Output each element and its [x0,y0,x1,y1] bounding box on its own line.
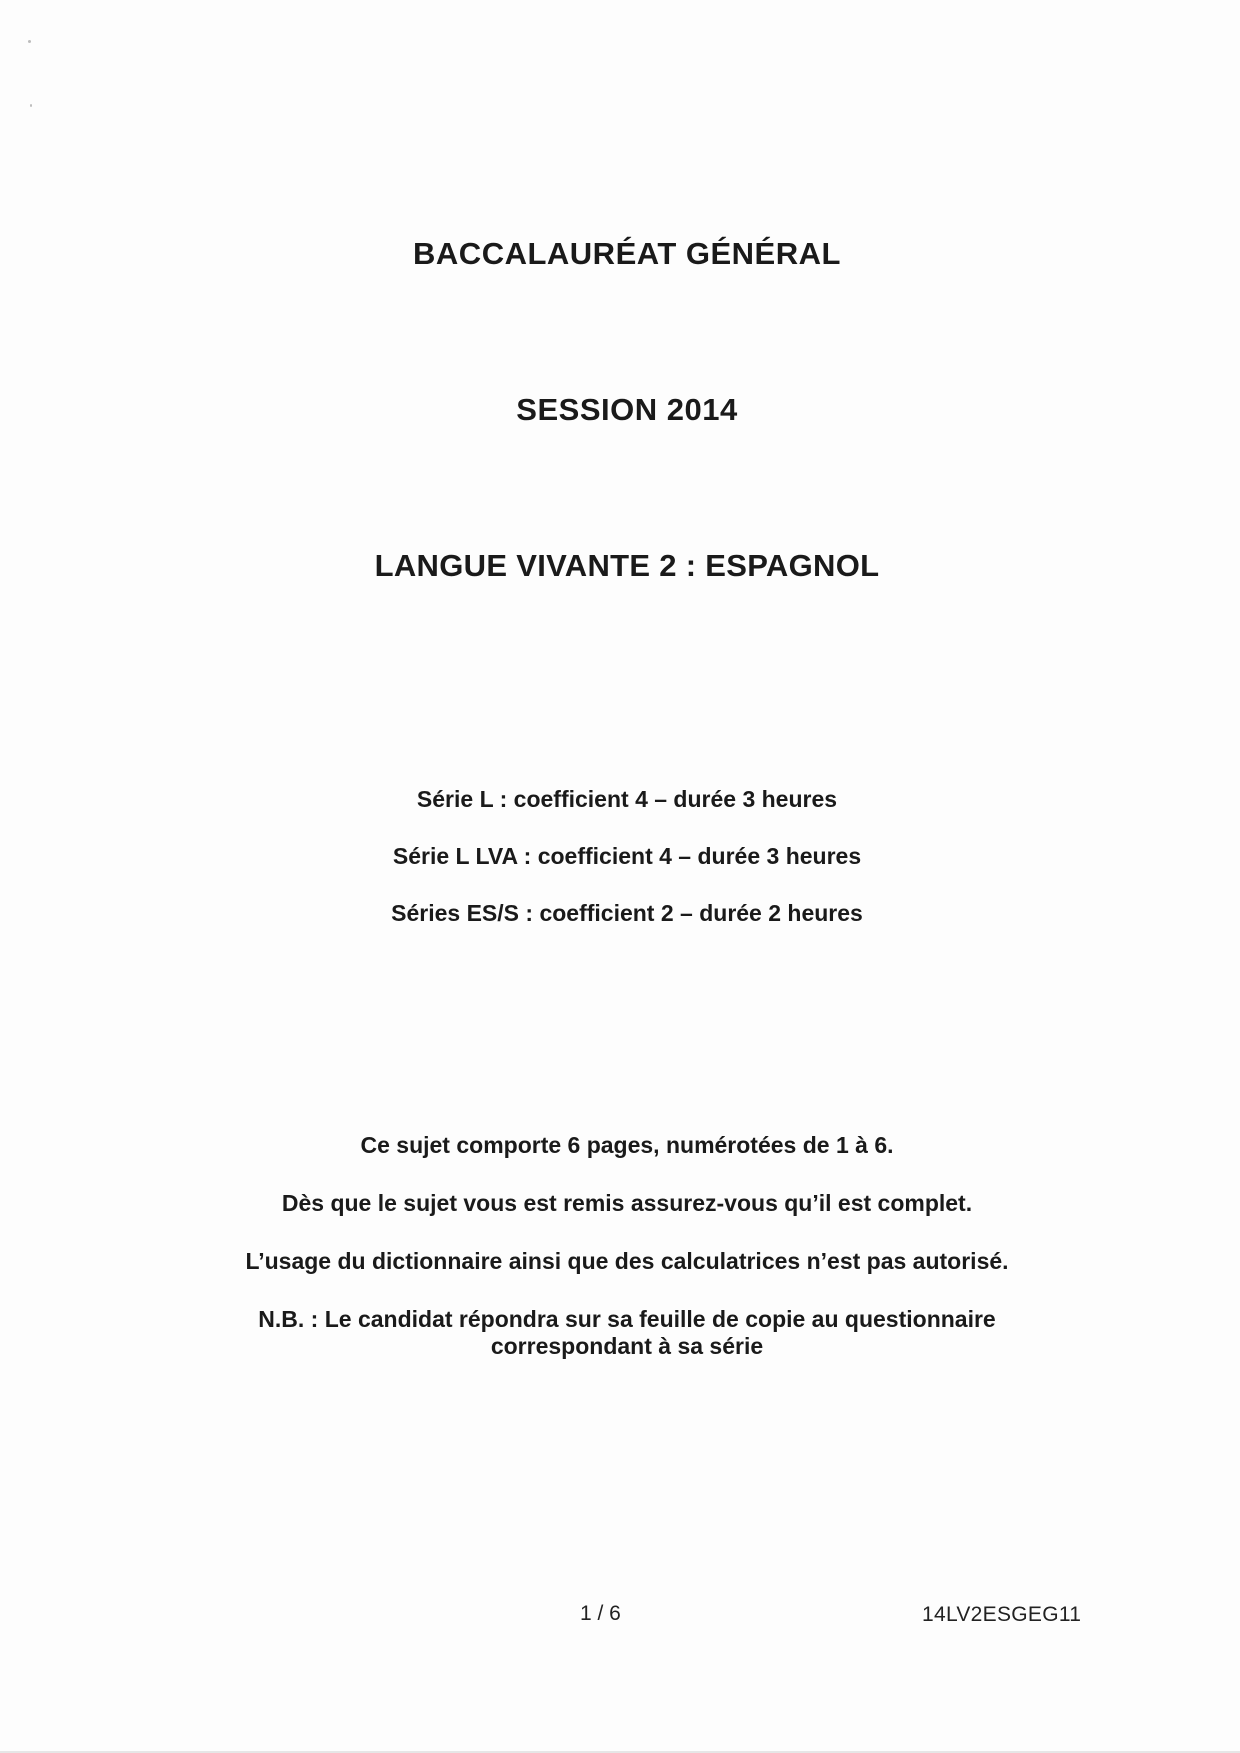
notice-line: N.B. : Le candidat répondra sur sa feuille de copie au questionnaire [258,1306,996,1332]
series-line: Série L LVA : coefficient 4 – durée 3 heures [392,843,862,869]
page-number: 1 / 6 [580,1602,621,1625]
notice-line: L’usage du dictionnaire ainsi que des calculatrices n’est pas autorisé. [245,1248,1009,1274]
series-line: Série L : coefficient 4 – durée 3 heures [416,786,838,812]
exam-session: SESSION 2014 [516,392,738,427]
exam-subject: LANGUE VIVANTE 2 : ESPAGNOL [374,548,880,583]
series-line: Séries ES/S : coefficient 2 – durée 2 heures [391,900,863,926]
notice-line: Dès que le sujet vous est remis assurez-vous qu’il est complet. [281,1190,973,1216]
scan-speck [28,40,31,43]
exam-title: BACCALAURÉAT GÉNÉRAL [413,236,841,271]
notice-line: correspondant à sa série [490,1333,764,1359]
notice-line: Ce sujet comporte 6 pages, numérotées de 1 à 6. [360,1132,894,1158]
scan-speck [30,104,32,107]
document-code: 14LV2ESGEG11 [922,1603,1082,1626]
